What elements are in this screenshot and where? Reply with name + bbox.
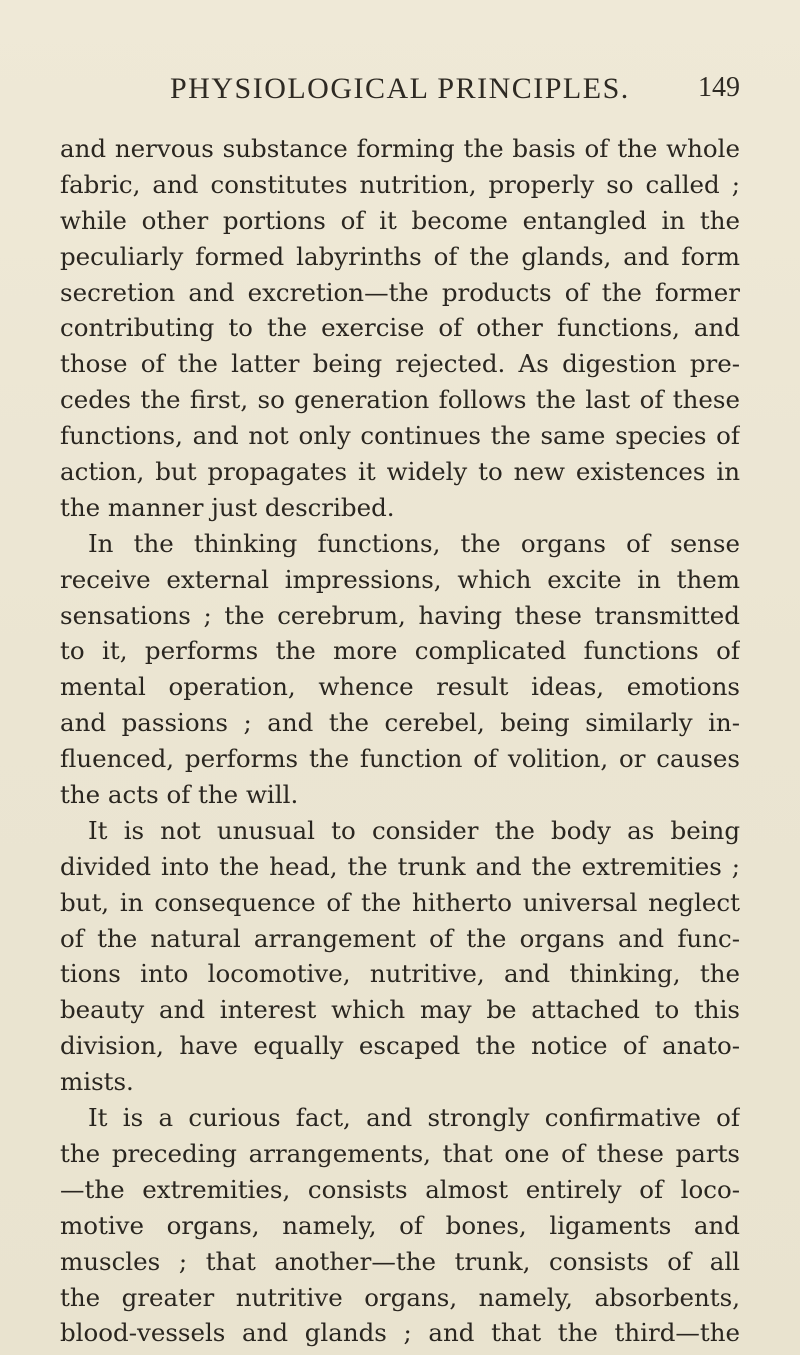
text-line: the greater nutritive organs, namely, absorbents, [60,1282,740,1312]
running-title: PHYSIOLOGICAL PRINCIPLES. [170,72,630,105]
text-line: blood-vessels and glands ; and that the third—the [60,1318,740,1348]
paragraph-start-line: It is not unusual to consider the body as being [88,815,740,845]
text-line: —the extremities, consists almost entirely of loco- [60,1174,740,1204]
text-line: secretion and excretion—the products of the former [60,277,740,307]
text-line: mists. [60,1067,134,1097]
text-line: functions, and not only continues the same species of [60,421,740,451]
text-line: contributing to the exercise of other functions, and [60,313,740,343]
text-line: and passions ; and the cerebel, being similarly in- [60,708,740,738]
page-number: 149 [698,72,740,103]
text-line: fluenced, performs the function of volition, or causes [60,744,740,774]
text-line: divided into the head, the trunk and the extremities ; [60,851,740,881]
text-line: muscles ; that another—the trunk, consists of all [60,1246,740,1276]
body-text [60,131,740,1351]
text-line: to it, performs the more complicated functions of [60,636,740,666]
paragraph-start-line: It is a curious fact, and strongly confirmative of [88,1103,740,1133]
text-line: receive external impressions, which excite in them [60,564,740,594]
text-line: and nervous substance forming the basis of the whole [60,134,740,163]
text-line: division, have equally escaped the notice of anato- [60,1031,740,1061]
text-line: of the natural arrangement of the organs and func- [60,923,740,953]
text-line: the manner just described. [60,492,395,522]
text-line: mental operation, whence result ideas, emotions [60,672,740,702]
text-line: beauty and interest which may be attached to this [60,995,740,1025]
text-line: motive organs, namely, of bones, ligaments and [60,1210,740,1240]
text-line: the preceding arrangements, that one of these parts [60,1138,740,1168]
text-line: peculiarly formed labyrinths of the glands, and form [60,241,740,271]
running-head [60,72,740,112]
text-line: cedes the first, so generation follows the last of these [60,385,740,415]
text-line: but, in consequence of the hitherto universal neglect [60,887,740,917]
text-line: the acts of the will. [60,780,299,810]
text-line: those of the latter being rejected. As digestion pre- [60,349,740,379]
text-line: sensations ; the cerebrum, having these transmitted [60,600,740,630]
text-line: action, but propagates it widely to new existences in [60,457,740,487]
text-line: tions into locomotive, nutritive, and thinking, the [60,959,740,989]
paragraph-start-line: In the thinking functions, the organs of sense [88,528,740,558]
text-line: while other portions of it become entangled in the [60,205,740,235]
text-line: fabric, and constitutes nutrition, properly so called ; [60,169,740,199]
